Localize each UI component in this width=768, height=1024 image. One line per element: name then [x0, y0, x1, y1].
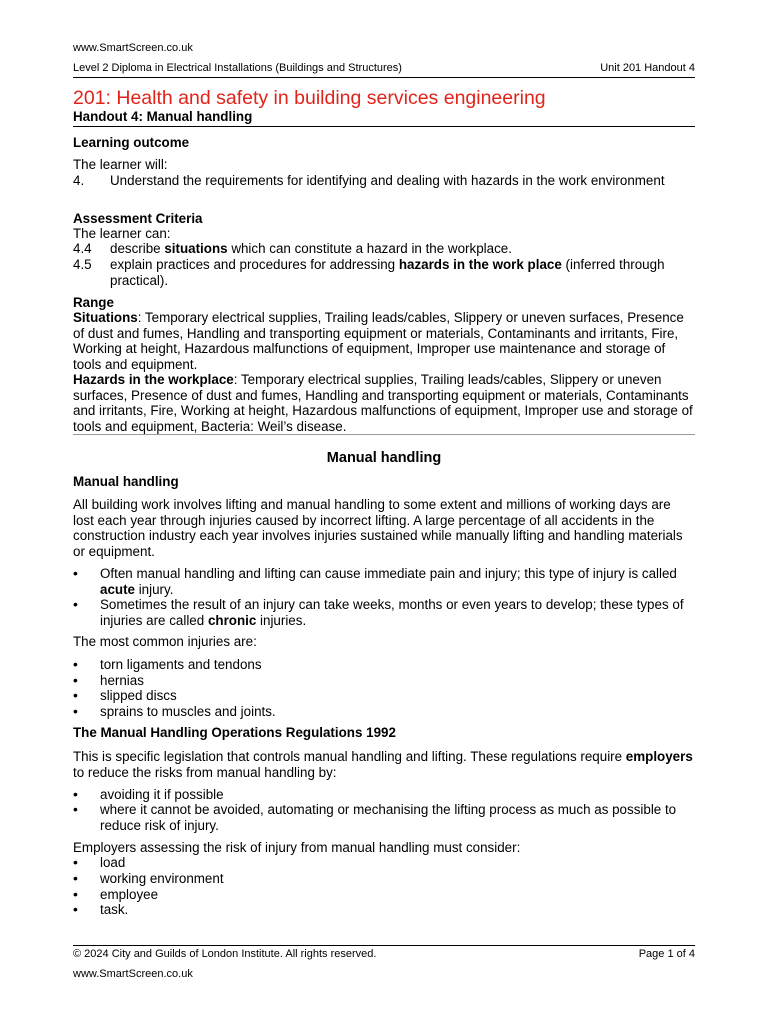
- bullet-icon: •: [73, 786, 78, 802]
- list-item: [73, 688, 695, 704]
- bullet-icon: •: [73, 886, 78, 902]
- list-item: [73, 887, 695, 903]
- list-item-text: torn ligaments and tendons: [100, 657, 262, 672]
- header-course: Level 2 Diploma in Electrical Installations (Buildings and Structures): [73, 62, 402, 74]
- bullet-icon: •: [73, 596, 78, 612]
- footer-website: www.SmartScreen.co.uk: [73, 968, 193, 980]
- list-item-text: load: [100, 855, 126, 870]
- bullet-icon: •: [73, 565, 78, 581]
- item-number: 4.5: [73, 257, 92, 272]
- item-text: describe situations which can constitute a hazard in the workplace.: [110, 241, 512, 256]
- bullet-icon: •: [73, 870, 78, 886]
- header-rule: [73, 77, 695, 78]
- list-item-text: employee: [100, 887, 159, 902]
- bullet-icon: •: [73, 656, 78, 672]
- manual-paragraph: All building work involves lifting and manual handling to some extent and millions of working days are lost each year through injuries caused by incorrect lifting. A large percentage of all accidents in the construction industry each year involves injuries sustained while manually lifting and handling materials or equipment.: [73, 497, 683, 559]
- bullet-icon: •: [73, 801, 78, 817]
- item-number: 4.: [73, 173, 85, 188]
- list-item: [73, 597, 695, 629]
- regulations-paragraph: This is specific legislation that controls manual handling and lifting. These regulations require employers to reduce the risks from manual handling by:: [73, 749, 693, 780]
- header-unit: Unit 201 Handout 4: [600, 62, 695, 74]
- manual-heading: Manual handling: [73, 474, 179, 489]
- list-item-text: avoiding it if possible: [100, 787, 224, 802]
- range-heading: Range: [73, 295, 114, 310]
- bullet-icon: •: [73, 901, 78, 917]
- list-item: [73, 673, 695, 689]
- list-item: [73, 787, 695, 803]
- list-item: [73, 704, 695, 720]
- list-item-text: Sometimes the result of an injury can take weeks, months or even years to develop; these types of injuries are called chronic injuries.: [100, 597, 684, 628]
- assessment-intro: The learner can:: [73, 226, 171, 241]
- list-item-text: sprains to muscles and joints.: [100, 704, 276, 719]
- list-item: [73, 902, 695, 918]
- item-text: explain practices and procedures for addressing hazards in the work place (inferred through practical).: [110, 257, 665, 288]
- section-title: Manual handling: [326, 450, 442, 466]
- title-rule: [73, 126, 695, 127]
- section-rule: [73, 434, 695, 435]
- footer-copyright: © 2024 City and Guilds of London Institute. All rights reserved.: [73, 948, 377, 960]
- bullet-icon: •: [73, 703, 78, 719]
- assessment-item: [73, 257, 695, 289]
- learning-outcome-intro: The learner will:: [73, 157, 168, 172]
- list-item-text: task.: [100, 902, 129, 917]
- list-item-text: where it cannot be avoided, automating or mechanising the lifting process as much as possible to reduce risk of injury.: [100, 802, 677, 833]
- list-item-text: Often manual handling and lifting can cause immediate pain and injury; this type of injury is called acute injury.: [100, 566, 677, 597]
- assessment-heading: Assessment Criteria: [73, 211, 203, 226]
- page-title: 201: Health and safety in building services engineering: [73, 87, 546, 109]
- list-item: [73, 657, 695, 673]
- page-subtitle: Handout 4: Manual handling: [73, 109, 253, 124]
- list-item: [73, 802, 695, 834]
- item-text: Understand the requirements for identifying and dealing with hazards in the work environment: [110, 173, 665, 188]
- list-item-text: slipped discs: [100, 688, 177, 703]
- bullet-icon: •: [73, 687, 78, 703]
- bullet-icon: •: [73, 672, 78, 688]
- regulations-heading: The Manual Handling Operations Regulations 1992: [73, 725, 396, 740]
- range-hazards: Hazards in the workplace: Temporary electrical supplies, Trailing leads/cables, Slippery or uneven surfaces, Presence of dust and fumes, Handling and transporting equipment or materials, Contaminants and irritants, Fire, Working at height, Hazardous malfunctions of equipment, Improper use and storage of tools and equipment, Bacteria: Weil’s disease.: [73, 372, 693, 434]
- consider-intro: Employers assessing the risk of injury from manual handling must consider:: [73, 840, 521, 855]
- item-number: 4.4: [73, 241, 92, 256]
- footer-rule: [73, 945, 695, 946]
- learning-outcome-item: [73, 173, 695, 205]
- list-item-text: hernias: [100, 673, 144, 688]
- list-item: [73, 855, 695, 871]
- assessment-item: [73, 241, 695, 257]
- range-situations: Situations: Temporary electrical supplies, Trailing leads/cables, Slippery or uneven surfaces, Presence of dust and fumes, Handling and transporting equipment or materials, Contaminants and irritants, Fire, Working at height, Hazardous malfunctions of equipment, Improper use maintenance and storage of tools and equipment.: [73, 310, 684, 372]
- list-item-text: working environment: [100, 871, 224, 886]
- header-website: www.SmartScreen.co.uk: [73, 42, 193, 54]
- footer-page-number: Page 1 of 4: [638, 948, 695, 960]
- bullet-icon: •: [73, 854, 78, 870]
- list-item: [73, 871, 695, 887]
- learning-outcome-heading: Learning outcome: [73, 135, 190, 150]
- common-injuries-intro: The most common injuries are:: [73, 634, 257, 649]
- list-item: [73, 566, 695, 598]
